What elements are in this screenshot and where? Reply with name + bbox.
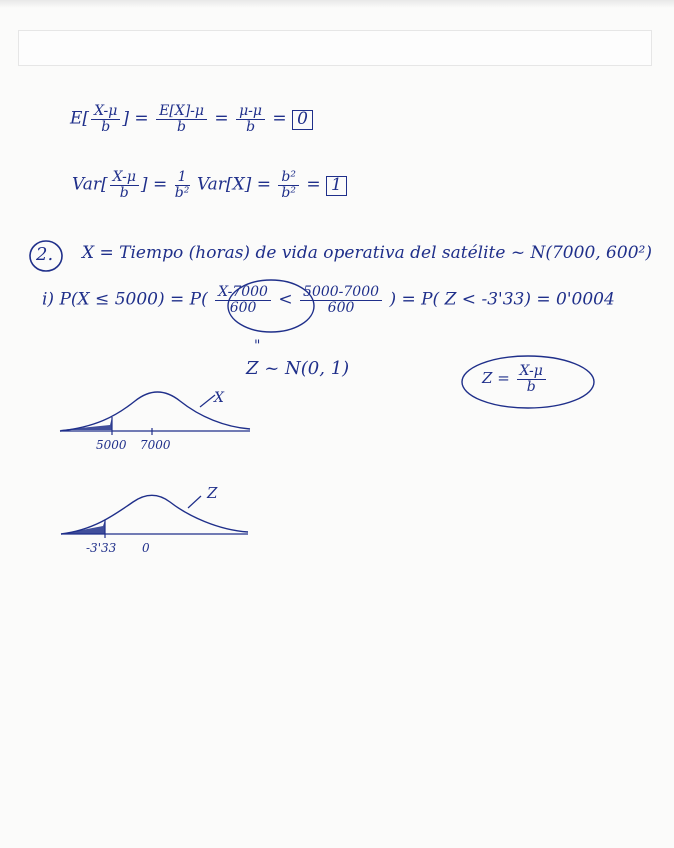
header-blank-box [18,30,652,66]
plot1-var-label: X [214,390,224,406]
variance-line: Var[ $\frac{X-\mu}{b}$ ] = $\frac{1}{\text{b²}}$ Var[X] = $\frac{\text{b²}}{\text{b²}}$ = 1 [72,170,347,200]
plot2-tick-neg333: -3'33 [86,541,117,555]
z-formula: Z = $\frac{X-\mu}{b}$ [482,364,548,394]
problem-number: 2. [36,244,54,265]
normal-curve-x [55,385,255,435]
equals-mark: " [254,338,261,354]
plot1-tick-5000: 5000 [96,438,127,452]
expectation-line: E[ $\frac{X-\mu}{b}$ ] = $\frac{E[X]-\mu}{b}$ = $\frac{\mu-\mu}{b}$ = 0 [70,104,313,134]
normal-curve-z [58,488,258,538]
plot1-tick-7000: 7000 [140,438,171,452]
result-box-one: 1 [326,176,347,196]
plot2-var-label: Z [207,484,218,502]
plot2-tick-zero: 0 [142,541,150,555]
result-box-zero: 0 [292,110,313,130]
standardization-circle [226,276,322,336]
problem-statement: X = Tiempo (horas) de vida operativa del satélite ~ N(7000, 600²) [82,243,652,263]
z-distribution: Z ~ N(0, 1) [246,358,350,379]
page-top-strip [0,0,674,8]
standardization-fraction: $\frac{X-7000}{600}$ [215,285,271,315]
part-i-line: i) P(X ≤ 5000) = P( $\frac{X-7000}{600}$ < $\frac{5000-7000}{600}$ ) = P( Z < -3'33) = 0'0004 [42,284,615,316]
